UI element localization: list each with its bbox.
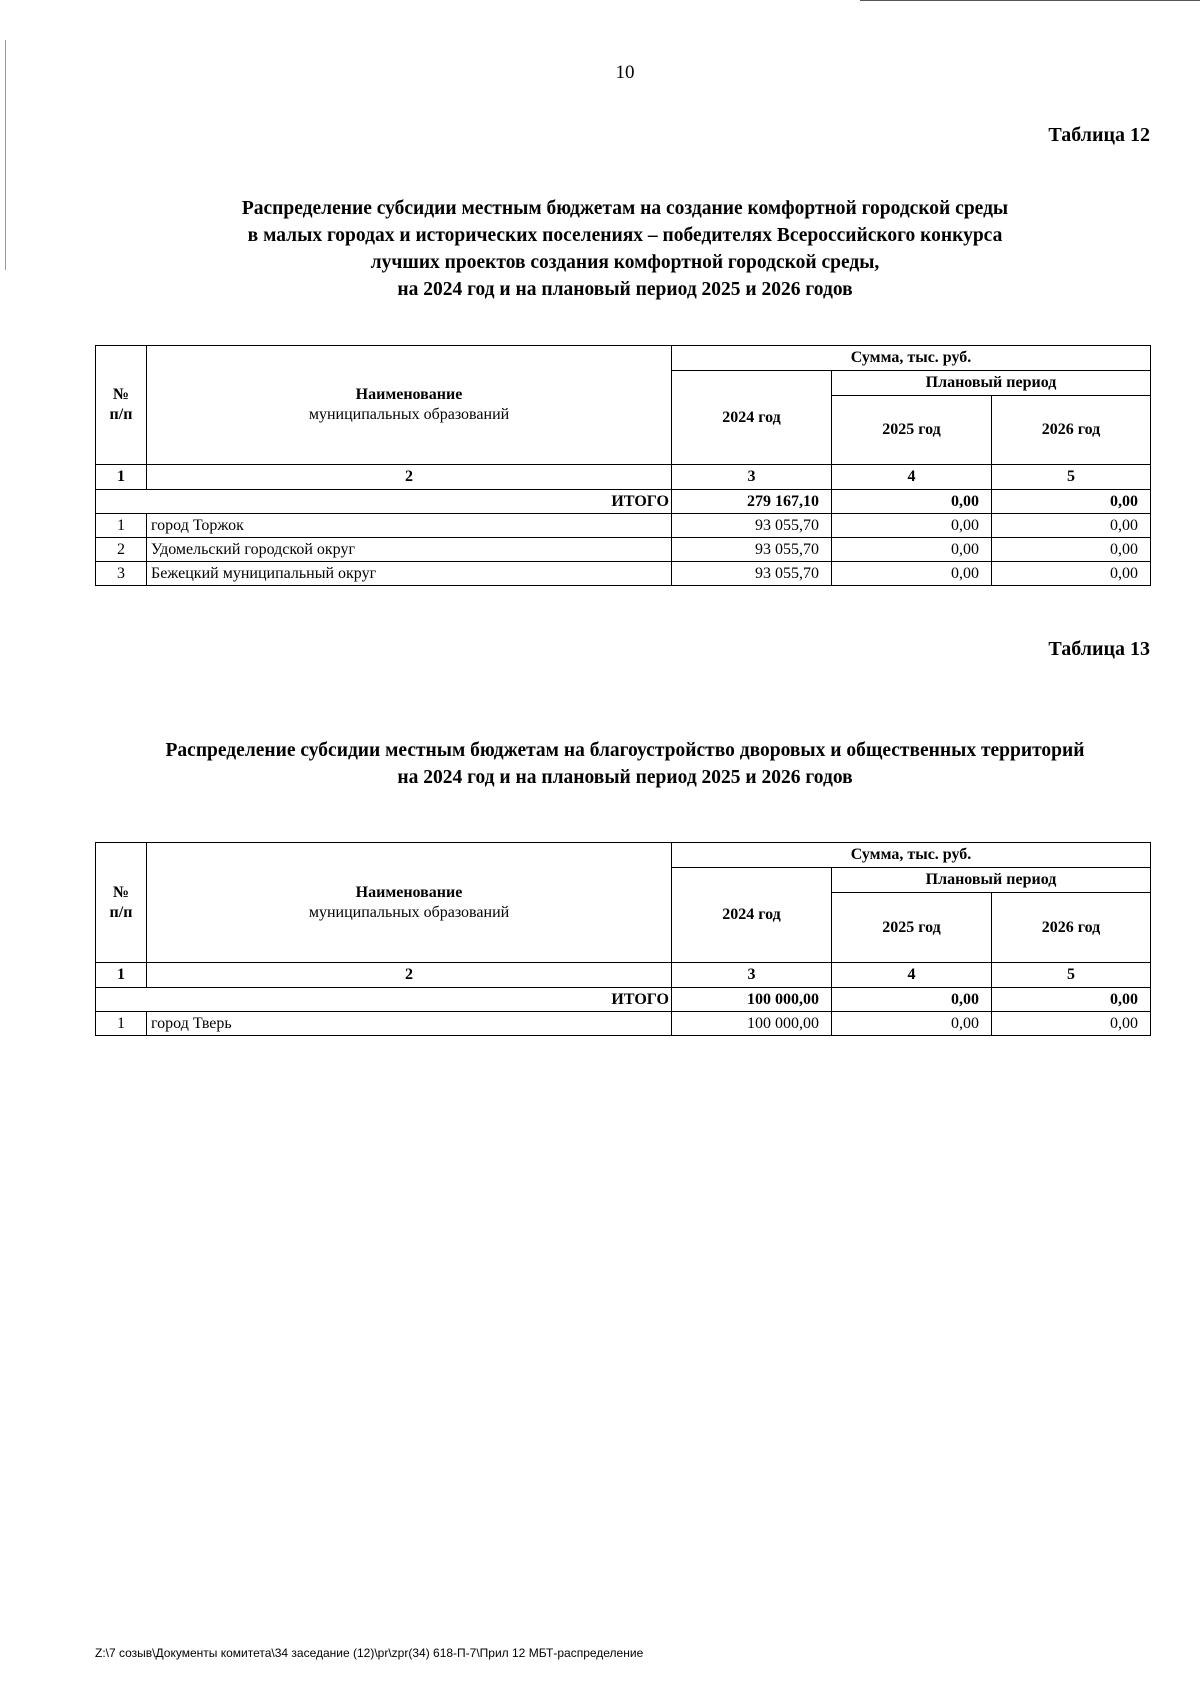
total-2025: 0,00 xyxy=(832,490,992,514)
row-number: 2 xyxy=(96,538,147,562)
header-name: Наименование муниципальных образований xyxy=(147,843,672,963)
title-line: в малых городах и исторических поселениях – победителях Всероссийского конкурса xyxy=(247,225,1003,246)
row-name: город Торжок xyxy=(147,514,672,538)
header-2026: 2026 год xyxy=(992,396,1151,465)
table-12-label: Таблица 12 xyxy=(1048,124,1150,146)
title-line: на 2024 год и на плановый период 2025 и 2026 годов xyxy=(397,279,853,300)
row-2024: 100 000,00 xyxy=(672,1012,832,1036)
title-line: Распределение субсидии местным бюджетам на создание комфортной городской среды xyxy=(241,198,1009,219)
total-label: ИТОГО xyxy=(96,988,672,1012)
row-2025: 0,00 xyxy=(832,562,992,586)
total-2026: 0,00 xyxy=(992,490,1151,514)
table-13-title xyxy=(0,737,1200,791)
header-num: № п/п xyxy=(96,346,147,465)
col-number: 1 xyxy=(96,963,147,988)
table-row xyxy=(96,562,1151,586)
row-number: 1 xyxy=(96,1012,147,1036)
total-row xyxy=(96,490,1151,514)
row-2024: 93 055,70 xyxy=(672,514,832,538)
row-2024: 93 055,70 xyxy=(672,538,832,562)
col-number: 4 xyxy=(832,465,992,490)
table-row xyxy=(96,514,1151,538)
header-2024: 2024 год xyxy=(672,868,832,963)
header-2025: 2025 год xyxy=(832,396,992,465)
row-2026: 0,00 xyxy=(992,562,1151,586)
title-line: на 2024 год и на плановый период 2025 и 2026 годов xyxy=(397,767,853,788)
col-number: 5 xyxy=(992,465,1151,490)
header-2025: 2025 год xyxy=(832,893,992,963)
footer-file-path: Z:\7 созыв\Документы комитета\34 заседание (12)\pr\zpr(34) 618-П-7\Прил 12 МБТ-распределение xyxy=(95,1646,644,1660)
table-12-title xyxy=(0,195,1200,303)
header-sum: Сумма, тыс. руб. xyxy=(672,843,1151,868)
title-line: Распределение субсидии местным бюджетам на благоустройство дворовых и общественных территорий xyxy=(165,740,1085,761)
row-number: 1 xyxy=(96,514,147,538)
table-row xyxy=(96,538,1151,562)
row-name: Удомельский городской округ xyxy=(147,538,672,562)
header-2024: 2024 год xyxy=(672,371,832,465)
col-number: 2 xyxy=(147,963,672,988)
row-number: 3 xyxy=(96,562,147,586)
row-2026: 0,00 xyxy=(992,514,1151,538)
table-13 xyxy=(95,842,1151,1036)
scan-edge-line xyxy=(860,0,1200,1)
col-number: 3 xyxy=(672,465,832,490)
table-12 xyxy=(95,345,1151,586)
row-2026: 0,00 xyxy=(992,538,1151,562)
header-sum: Сумма, тыс. руб. xyxy=(672,346,1151,371)
total-row xyxy=(96,988,1151,1012)
header-num: № п/п xyxy=(96,843,147,963)
page-number: 10 xyxy=(615,62,635,83)
total-2024: 100 000,00 xyxy=(672,988,832,1012)
total-label: ИТОГО xyxy=(96,490,672,514)
row-2026: 0,00 xyxy=(992,1012,1151,1036)
row-name: город Тверь xyxy=(147,1012,672,1036)
total-2024: 279 167,10 xyxy=(672,490,832,514)
header-name: Наименование муниципальных образований xyxy=(147,346,672,465)
row-2024: 93 055,70 xyxy=(672,562,832,586)
total-2026: 0,00 xyxy=(992,988,1151,1012)
col-number: 5 xyxy=(992,963,1151,988)
row-name: Бежецкий муниципальный округ xyxy=(147,562,672,586)
title-line: лучших проектов создания комфортной городской среды, xyxy=(370,252,880,273)
row-2025: 0,00 xyxy=(832,514,992,538)
col-number: 4 xyxy=(832,963,992,988)
table-13-label: Таблица 13 xyxy=(1048,638,1150,660)
col-number: 2 xyxy=(147,465,672,490)
col-number: 1 xyxy=(96,465,147,490)
total-2025: 0,00 xyxy=(832,988,992,1012)
table-row xyxy=(96,1012,1151,1036)
col-number: 3 xyxy=(672,963,832,988)
header-planned: Плановый период xyxy=(832,371,1151,396)
row-2025: 0,00 xyxy=(832,1012,992,1036)
header-planned: Плановый период xyxy=(832,868,1151,893)
header-2026: 2026 год xyxy=(992,893,1151,963)
row-2025: 0,00 xyxy=(832,538,992,562)
